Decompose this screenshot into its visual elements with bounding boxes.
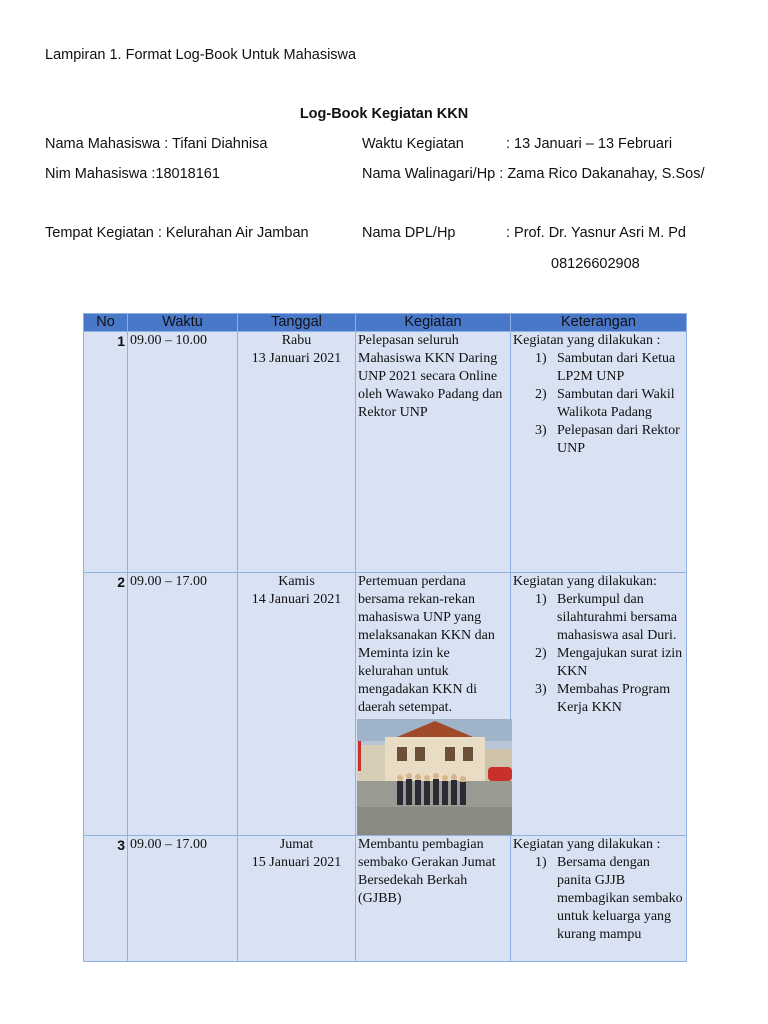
list-item xyxy=(513,645,684,681)
list-item xyxy=(513,422,684,458)
row-activity: Pelepasan seluruh Mahasiswa KKN Daring UNP 2021 secara Online oleh Wawako Padang dan Rektor UNP xyxy=(356,332,511,573)
row-time: 09.00 – 10.00 xyxy=(128,332,238,573)
notes-list xyxy=(513,591,684,717)
list-item-number: 3) xyxy=(535,682,547,697)
student-nim: Nim Mahasiswa :18018161 xyxy=(45,166,220,182)
notes-intro: Kegiatan yang dilakukan: xyxy=(513,574,657,589)
row-activity-cell xyxy=(356,573,511,836)
row-activity: Pertemuan perdana bersama rekan-rekan mahasiswa UNP yang melaksanakan KKN dan Meminta izin ke kelurahan untuk mengadakan KKN di daerah setempat. xyxy=(358,574,495,715)
list-item xyxy=(513,591,684,645)
list-item-text: Pelepasan dari Rektor UNP xyxy=(557,423,680,456)
list-item xyxy=(513,854,684,944)
row-notes xyxy=(511,836,687,962)
notes-intro: Kegiatan yang dilakukan : xyxy=(513,837,661,852)
activity-time-value: : 13 Januari – 13 Februari xyxy=(506,136,673,152)
list-item-number: 1) xyxy=(535,351,547,366)
header-kegiatan: Kegiatan xyxy=(356,314,511,332)
notes-list xyxy=(513,350,684,458)
list-item-text: Sambutan dari Ketua LP2M UNP xyxy=(557,351,676,384)
list-item-text: Berkumpul dan silahturahmi bersama mahasiswa asal Duri. xyxy=(557,592,678,643)
row-date: 13 Januari 2021 xyxy=(251,351,342,366)
row-date-cell xyxy=(238,332,356,573)
logbook-table xyxy=(83,313,687,962)
row-day: Jumat xyxy=(279,837,314,852)
row-notes xyxy=(511,332,687,573)
notes-intro: Kegiatan yang dilakukan : xyxy=(513,333,661,348)
dpl-label: Nama DPL/Hp xyxy=(362,225,456,241)
row-number: 2 xyxy=(84,573,128,836)
list-item-text: Membahas Program Kerja KKN xyxy=(557,682,671,715)
list-item xyxy=(513,386,684,422)
row-time: 09.00 – 17.00 xyxy=(128,573,238,836)
table-row xyxy=(84,332,687,573)
list-item-text: Mengajukan surat izin KKN xyxy=(557,646,683,679)
header-waktu: Waktu xyxy=(128,314,238,332)
row-date: 14 Januari 2021 xyxy=(251,592,342,607)
walinagari-info: Nama Walinagari/Hp : Zama Rico Dakanahay, S.Sos/ xyxy=(362,166,705,182)
list-item-number: 1) xyxy=(535,855,547,870)
notes-list xyxy=(513,854,684,944)
header-tanggal: Tanggal xyxy=(238,314,356,332)
dpl-phone: 08126602908 xyxy=(551,256,640,272)
row-time: 09.00 – 17.00 xyxy=(128,836,238,962)
group-photo-image xyxy=(357,719,512,835)
row-notes xyxy=(511,573,687,836)
activity-time-label: Waktu Kegiatan xyxy=(362,136,464,152)
row-date-cell xyxy=(238,836,356,962)
row-number: 1 xyxy=(84,332,128,573)
dpl-value: : Prof. Dr. Yasnur Asri M. Pd xyxy=(506,225,686,241)
list-item-text: Bersama dengan panita GJJB membagikan sembako untuk keluarga yang kurang mampu xyxy=(557,855,683,942)
list-item-number: 3) xyxy=(535,423,547,438)
row-date-cell xyxy=(238,573,356,836)
list-item-number: 2) xyxy=(535,387,547,402)
row-number: 3 xyxy=(84,836,128,962)
table-row xyxy=(84,573,687,836)
table-row xyxy=(84,836,687,962)
row-day: Kamis xyxy=(278,574,315,589)
list-item-number: 1) xyxy=(535,592,547,607)
row-day: Rabu xyxy=(281,333,312,348)
activity-location: Tempat Kegiatan : Kelurahan Air Jamban xyxy=(45,225,309,241)
appendix-label: Lampiran 1. Format Log-Book Untuk Mahasiswa xyxy=(45,47,357,63)
list-item-text: Sambutan dari Wakil Walikota Padang xyxy=(557,387,675,420)
list-item xyxy=(513,681,684,717)
table-header-row xyxy=(84,314,687,332)
header-keterangan: Keterangan xyxy=(511,314,687,332)
header-no: No xyxy=(84,314,128,332)
page-title: Log-Book Kegiatan KKN xyxy=(299,106,469,122)
list-item-number: 2) xyxy=(535,646,547,661)
row-activity: Membantu pembagian sembako Gerakan Jumat Bersedekah Berkah (GJBB) xyxy=(356,836,511,962)
student-name: Nama Mahasiswa : Tifani Diahnisa xyxy=(45,136,268,152)
row-date: 15 Januari 2021 xyxy=(251,855,342,870)
list-item xyxy=(513,350,684,386)
